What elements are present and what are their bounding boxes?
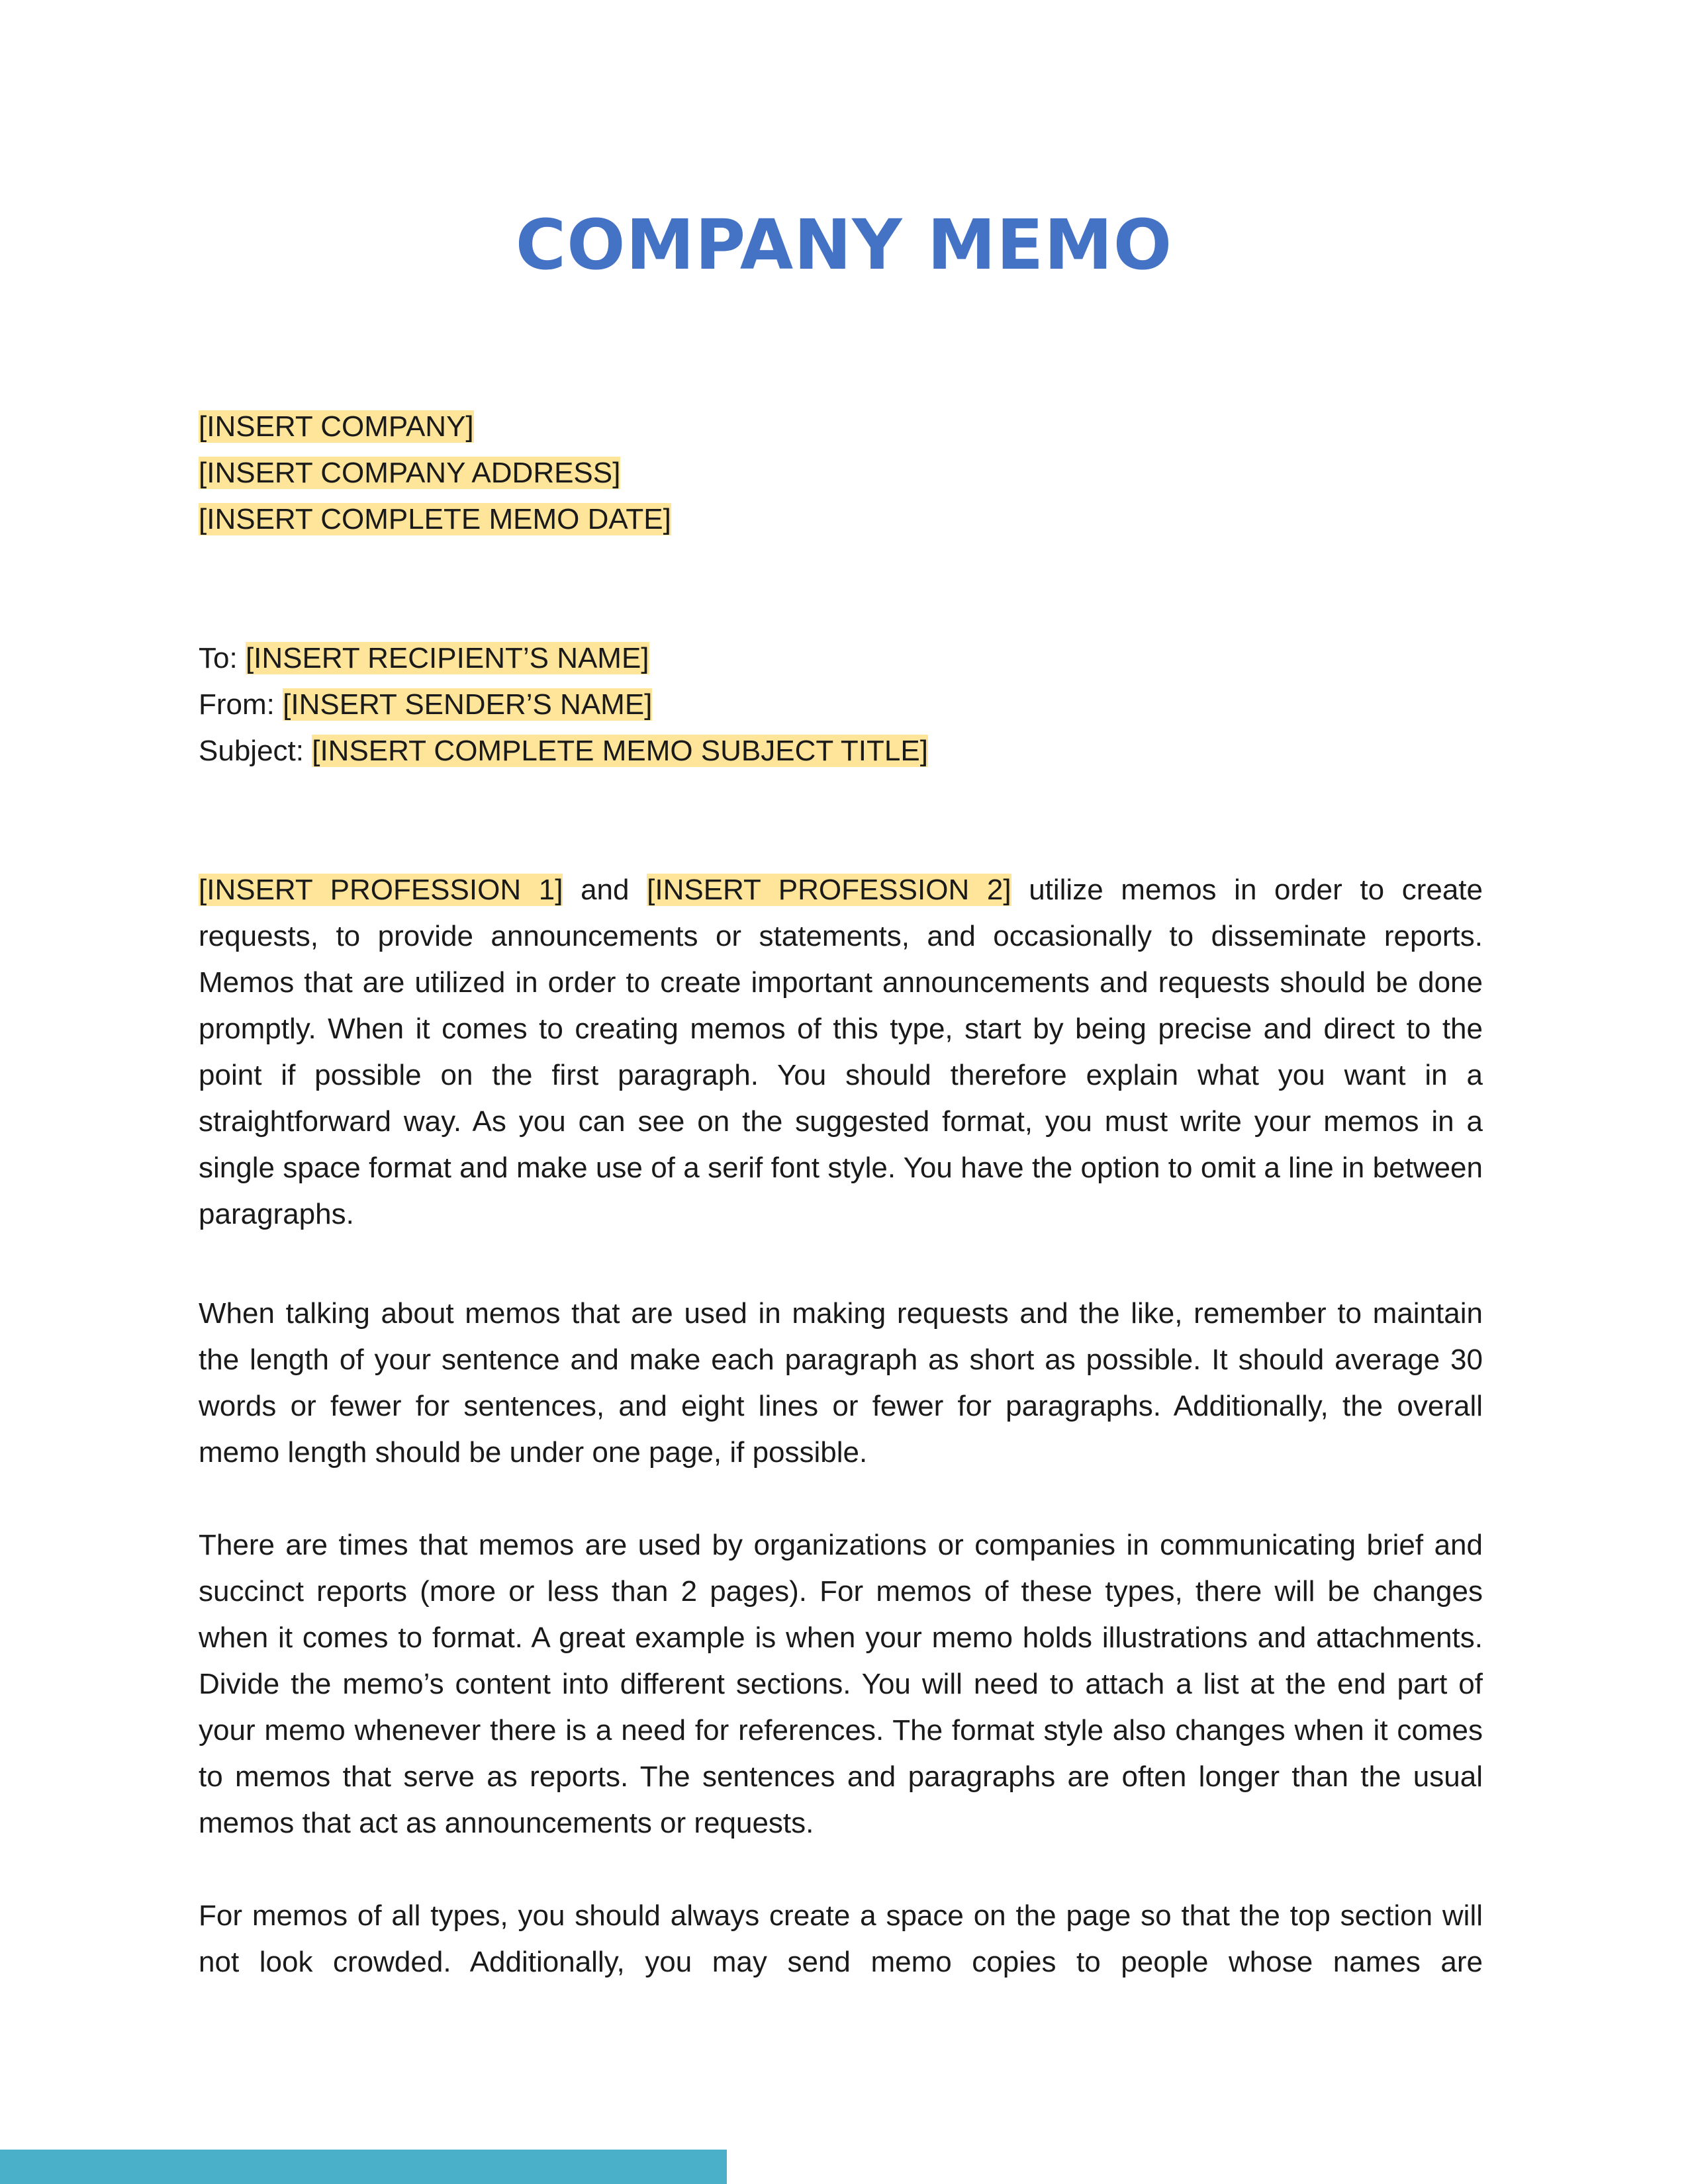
memo-header: [199, 635, 1483, 774]
company-info: [199, 404, 1483, 543]
subject-label: Subject:: [199, 735, 304, 767]
body-paragraph-4: For memos of all types, you should always create a space on the page so that the top section will not look crowded. Additionally, you may send memo copies to people whose names are: [199, 1899, 1483, 1978]
body-paragraph-2: When talking about memos that are used in making requests and the like, remember to maintain the length of your sentence and make each paragraph as short as possible. It should average 30 words or fewer for sentences, and eight lines or fewer for paragraphs. Additionally, the overall memo length should be under one page, if possible.: [199, 1297, 1483, 1469]
company-name-line: [199, 404, 1483, 450]
memo-date-line: [199, 496, 1483, 543]
body-paragraph-3: There are times that memos are used by organizations or companies in communicating brief and succinct reports (more or less than 2 pages). For memos of these types, there will be changes when it comes to format. A great example is when your memo holds illustrations and attachments. Divide the memo’s content into different sections. You will need to attach a list at the end part of your memo whenever there is a need for references. The format style also changes when it comes to memos that serve as reports. The sentences and paragraphs are often longer than the usual memos that act as announcements or requests.: [199, 1529, 1483, 1839]
from-line: [199, 682, 1483, 728]
from-label: From:: [199, 688, 275, 721]
profession-2-placeholder: [INSERT PROFESSION 2]: [647, 874, 1011, 906]
memo-date-placeholder: [INSERT COMPLETE MEMO DATE]: [199, 503, 671, 535]
sender-placeholder: [INSERT SENDER’S NAME]: [283, 688, 653, 721]
profession-1-placeholder: [INSERT PROFESSION 1]: [199, 874, 563, 906]
company-name-placeholder: [INSERT COMPANY]: [199, 410, 474, 443]
paragraph-1-text: utilize memos in order to create requests, to provide announcements or statements, and occasionally to disseminate reports. Memos that are utilized in order to create important announcements and requests should be done promptly. When it comes to creating memos of this type, start by being precise and direct to the point if possible on the first paragraph. You should therefore explain what you want in a straightforward way. As you can see on the suggested format, you must write your memos in a single space format and make use of a serif font style. You have the option to omit a line in between paragraphs.: [199, 874, 1483, 1230]
subject-line: [199, 728, 1483, 774]
to-label: To:: [199, 642, 238, 674]
body-paragraph-1: [199, 867, 1483, 1238]
and-word: and: [581, 874, 630, 906]
company-address-line: [199, 450, 1483, 496]
footer-accent-bar: [0, 2150, 727, 2184]
to-line: [199, 635, 1483, 682]
subject-placeholder: [INSERT COMPLETE MEMO SUBJECT TITLE]: [312, 735, 928, 767]
company-address-placeholder: [INSERT COMPANY ADDRESS]: [199, 457, 621, 489]
recipient-placeholder: [INSERT RECIPIENT’S NAME]: [245, 642, 649, 674]
page-title: COMPANY MEMO: [515, 205, 1173, 285]
